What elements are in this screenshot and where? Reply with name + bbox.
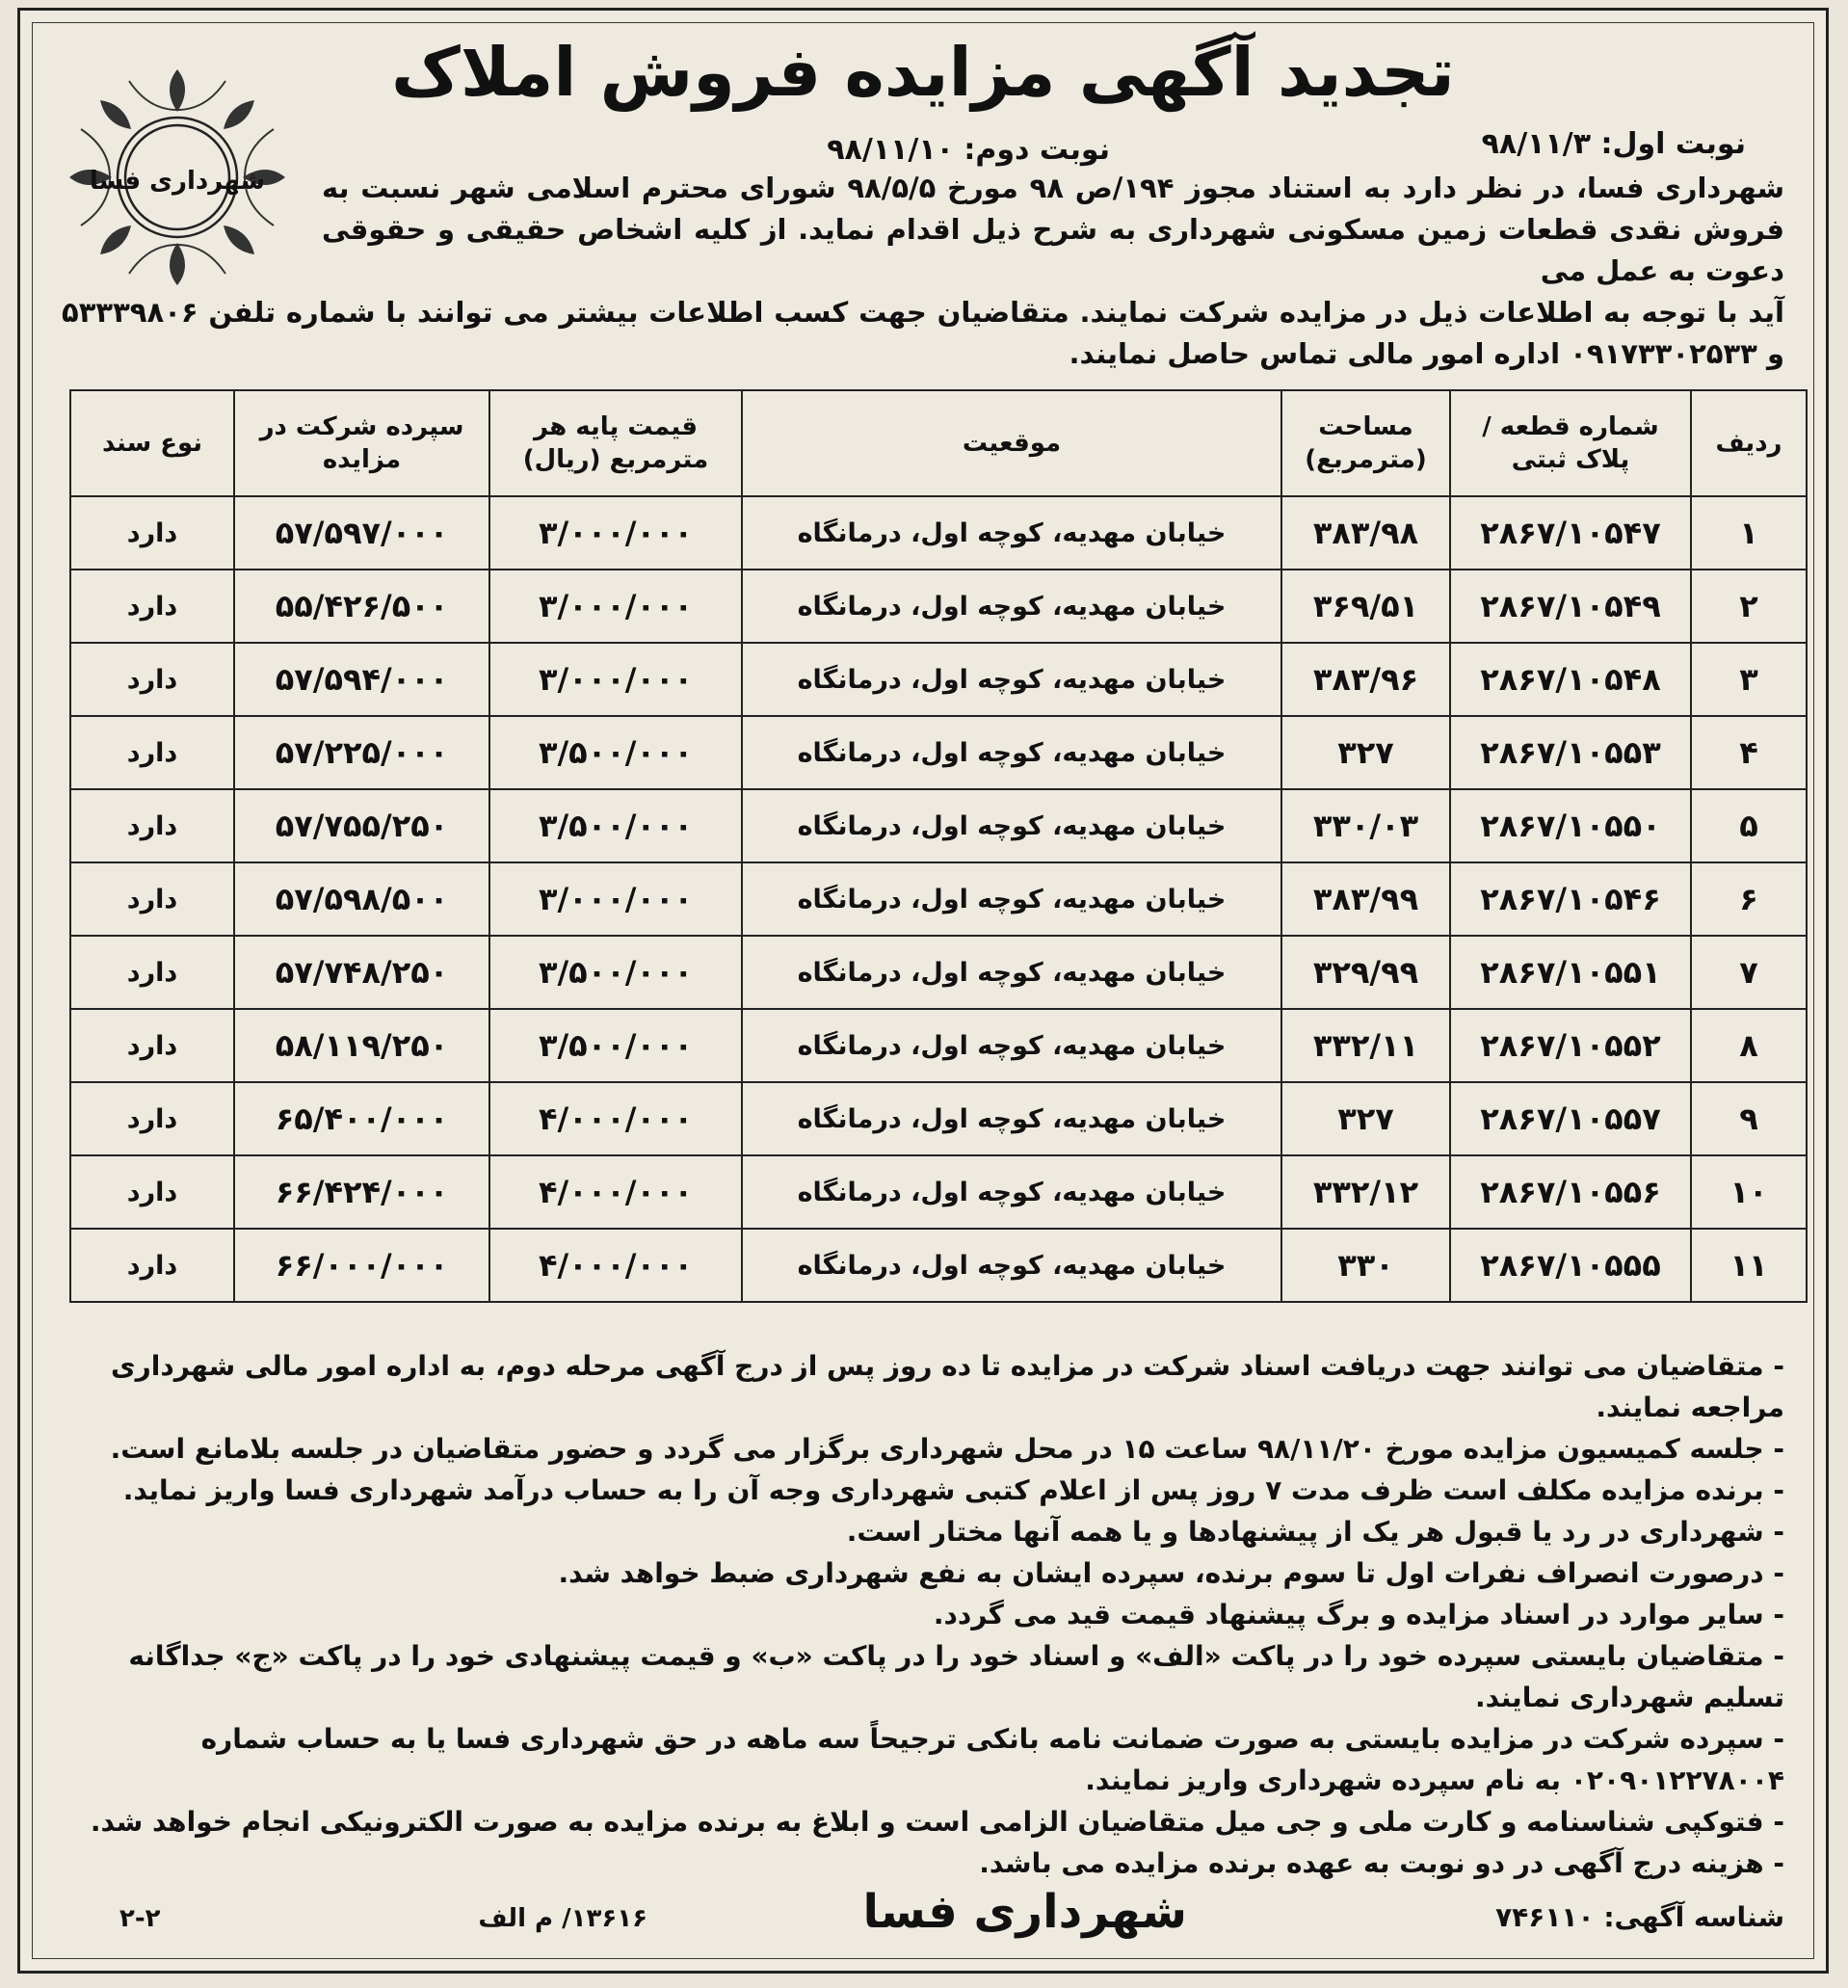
table-cell: ۶ [1691, 862, 1807, 936]
condition-item: - شهرداری در رد یا قبول هر یک از پیشنهادها و یا همه آنها مختار است. [846, 1516, 1784, 1548]
table-cell: دارد [70, 1082, 234, 1155]
table-row [70, 1229, 1807, 1302]
table-cell: خیابان مهدیه، کوچه اول، درمانگاه [742, 570, 1281, 643]
table-cell: خیابان مهدیه، کوچه اول، درمانگاه [742, 716, 1281, 789]
table-cell: ۳۶۹/۵۱ [1281, 570, 1450, 643]
table-cell: ۴/۰۰۰/۰۰۰ [489, 1155, 742, 1229]
table-header-row [70, 390, 1807, 496]
table-cell: ۵۷/۲۲۵/۰۰۰ [234, 716, 489, 789]
table-cell: ۲۸۶۷/۱۰۵۴۸ [1450, 643, 1691, 716]
table-cell: ۲۸۶۷/۱۰۵۴۶ [1450, 862, 1691, 936]
table-cell: ۲۸۶۷/۱۰۵۵۷ [1450, 1082, 1691, 1155]
ad-code: ۱۳۶۱۶/ م الف [478, 1904, 647, 1933]
table-cell: خیابان مهدیه، کوچه اول، درمانگاه [742, 1155, 1281, 1229]
table-cell: ۲۸۶۷/۱۰۵۵۱ [1450, 936, 1691, 1009]
table-row [70, 862, 1807, 936]
table-cell: ۵۷/۵۹۴/۰۰۰ [234, 643, 489, 716]
table-cell: ۳۸۳/۹۸ [1281, 496, 1450, 570]
column-header: قیمت پایه هر مترمربع (ریال) [489, 390, 742, 496]
intro-paragraph: شهرداری فسا، در نظر دارد به استناد مجوز ۱۹۴/ص ۹۸ مورخ ۹۸/۵/۵ شورای محترم اسلامی شهر نسبت به فروش نقدی قطعات زمین مسکونی شهرداری به شرح ذیل اقدام نماید. از کلیه اشخاص حقیقی و حقوقی دعوت به عمل می [322, 172, 1784, 287]
table-cell: ۳۳۲/۱۱ [1281, 1009, 1450, 1082]
table-cell: ۵۷/۷۵۵/۲۵۰ [234, 789, 489, 862]
table-cell: ۳۲۹/۹۹ [1281, 936, 1450, 1009]
table-row [70, 570, 1807, 643]
table-cell: خیابان مهدیه، کوچه اول، درمانگاه [742, 789, 1281, 862]
condition-item: - درصورت انصراف نفرات اول تا سوم برنده، سپرده ایشان به نفع شهرداری ضبط خواهد شد. [558, 1557, 1784, 1589]
table-row [70, 1155, 1807, 1229]
conditions-list [62, 1345, 1784, 1884]
table-cell: خیابان مهدیه، کوچه اول، درمانگاه [742, 1082, 1281, 1155]
table-cell: ۵ [1691, 789, 1807, 862]
column-header: موقعیت [742, 390, 1281, 496]
table-cell: ۵۷/۵۹۷/۰۰۰ [234, 496, 489, 570]
table-cell: ۲۸۶۷/۱۰۵۵۶ [1450, 1155, 1691, 1229]
table-cell: خیابان مهدیه، کوچه اول، درمانگاه [742, 936, 1281, 1009]
page-frame [32, 22, 1814, 1959]
ad-id: شناسه آگهی: ۷۴۶۱۱۰ [1495, 1901, 1784, 1933]
table-cell: ۳۲۷ [1281, 716, 1450, 789]
table-cell: دارد [70, 643, 234, 716]
table-cell: دارد [70, 1155, 234, 1229]
table-cell: ۳/۵۰۰/۰۰۰ [489, 1009, 742, 1082]
table-cell: ۱ [1691, 496, 1807, 570]
table-cell: ۲۸۶۷/۱۰۵۵۵ [1450, 1229, 1691, 1302]
table-cell: ۳۸۳/۹۹ [1281, 862, 1450, 936]
municipality-logo-icon [62, 62, 293, 293]
table-cell: ۹ [1691, 1082, 1807, 1155]
table-cell: ۳/۰۰۰/۰۰۰ [489, 862, 742, 936]
table-cell: ۳/۵۰۰/۰۰۰ [489, 789, 742, 862]
intro-paragraph-continued: آید با توجه به اطلاعات ذیل در مزایده شرکت نمایند. متقاضیان جهت کسب اطلاعات بیشتر می توانند با شماره تلفن ۵۳۳۳۹۸۰۶ و ۰۹۱۷۳۳۰۲۵۳۳ اداره امور مالی تماس حاصل نمایند. [62, 296, 1784, 370]
first-publication-date: نوبت اول: ۹۸/۱۱/۳ [1481, 127, 1746, 161]
table-cell: ۳۳۰/۰۳ [1281, 789, 1450, 862]
table-row [70, 1009, 1807, 1082]
table-cell: ۶۶/۰۰۰/۰۰۰ [234, 1229, 489, 1302]
ad-title: تجدید آگهی مزایده فروش املاک [391, 33, 1455, 112]
table-cell: ۳۳۲/۱۲ [1281, 1155, 1450, 1229]
table-cell: دارد [70, 716, 234, 789]
table-cell: خیابان مهدیه، کوچه اول، درمانگاه [742, 496, 1281, 570]
table-cell: خیابان مهدیه، کوچه اول، درمانگاه [742, 643, 1281, 716]
condition-item: - فتوکپی شناسنامه و کارت ملی و جی میل متقاضیان الزامی است و ابلاغ به برنده مزایده به صورت الکترونیکی انجام خواهد شد. [90, 1806, 1784, 1838]
table-cell: ۳/۰۰۰/۰۰۰ [489, 496, 742, 570]
table-cell: ۲۸۶۷/۱۰۵۴۹ [1450, 570, 1691, 643]
condition-item: - متقاضیان می توانند جهت دریافت اسناد شرکت در مزایده تا ده روز پس از درج آگهی مرحله دوم، به اداره امور مالی شهرداری مراجعه نمایند. [111, 1350, 1784, 1423]
table-cell: ۳/۵۰۰/۰۰۰ [489, 716, 742, 789]
table-cell: خیابان مهدیه، کوچه اول، درمانگاه [742, 1229, 1281, 1302]
table-cell: دارد [70, 936, 234, 1009]
table-cell: ۱۰ [1691, 1155, 1807, 1229]
advertisement-page [17, 8, 1829, 1974]
table-cell: ۲۸۶۷/۱۰۵۵۰ [1450, 789, 1691, 862]
column-header: مساحت (مترمربع) [1281, 390, 1450, 496]
table-cell: ۵۷/۵۹۸/۵۰۰ [234, 862, 489, 936]
table-cell: ۴ [1691, 716, 1807, 789]
column-header: نوع سند [70, 390, 234, 496]
table-row [70, 936, 1807, 1009]
table-cell: ۵۵/۴۲۶/۵۰۰ [234, 570, 489, 643]
properties-table [69, 389, 1808, 1303]
table-cell: ۳۲۷ [1281, 1082, 1450, 1155]
table-cell: ۶۶/۴۲۴/۰۰۰ [234, 1155, 489, 1229]
table-cell: ۳۳۰ [1281, 1229, 1450, 1302]
table-cell: ۷ [1691, 936, 1807, 1009]
table-row [70, 789, 1807, 862]
table-cell: ۴/۰۰۰/۰۰۰ [489, 1082, 742, 1155]
table-cell: ۳/۵۰۰/۰۰۰ [489, 936, 742, 1009]
footer [62, 1881, 1784, 1939]
table-row [70, 496, 1807, 570]
table-cell: دارد [70, 862, 234, 936]
table-cell: دارد [70, 1229, 234, 1302]
page-number: ۲-۲ [119, 1904, 161, 1933]
column-header: شماره قطعه / پلاک ثبتی [1450, 390, 1691, 496]
signature: شهرداری فسا [862, 1885, 1187, 1939]
table-cell: دارد [70, 1009, 234, 1082]
condition-item: - برنده مزایده مکلف است ظرف مدت ۷ روز پس از اعلام کتبی شهرداری وجه آن را به حساب درآمد شهرداری فسا واریز نماید. [122, 1474, 1784, 1506]
table-cell: ۵۷/۷۴۸/۲۵۰ [234, 936, 489, 1009]
table-cell: ۳ [1691, 643, 1807, 716]
table-cell: ۸ [1691, 1009, 1807, 1082]
condition-item: - متقاضیان بایستی سپرده خود را در پاکت «الف» و اسناد خود را در پاکت «ب» و قیمت پیشنهادی خود را در پاکت «ج» جداگانه تسلیم شهرداری نمایند. [128, 1640, 1784, 1713]
condition-item: - جلسه کمیسیون مزایده مورخ ۹۸/۱۱/۲۰ ساعت ۱۵ در محل شهرداری برگزار می گردد و حضور متقاضیان در جلسه بلامانع است. [110, 1433, 1784, 1465]
table-cell: ۳/۰۰۰/۰۰۰ [489, 570, 742, 643]
table-cell: دارد [70, 789, 234, 862]
table-cell: دارد [70, 496, 234, 570]
table-cell: ۲۸۶۷/۱۰۵۴۷ [1450, 496, 1691, 570]
table-row [70, 716, 1807, 789]
table-row [70, 1082, 1807, 1155]
condition-item: - هزینه درج آگهی در دو نوبت به عهده برنده مزایده می باشد. [979, 1847, 1784, 1879]
column-header: ردیف [1691, 390, 1807, 496]
table-cell: ۴/۰۰۰/۰۰۰ [489, 1229, 742, 1302]
table-cell: ۲۸۶۷/۱۰۵۵۳ [1450, 716, 1691, 789]
table-cell: خیابان مهدیه، کوچه اول، درمانگاه [742, 1009, 1281, 1082]
table-cell: ۳۸۳/۹۶ [1281, 643, 1450, 716]
table-row [70, 643, 1807, 716]
table-cell: ۵۸/۱۱۹/۲۵۰ [234, 1009, 489, 1082]
second-publication-date: نوبت دوم: ۹۸/۱۱/۱۰ [827, 133, 1110, 167]
column-header: سپرده شرکت در مزایده [234, 390, 489, 496]
table-cell: ۶۵/۴۰۰/۰۰۰ [234, 1082, 489, 1155]
table-cell: ۲۸۶۷/۱۰۵۵۲ [1450, 1009, 1691, 1082]
svg-text:شهرداری فسا: شهرداری فسا [89, 167, 266, 196]
condition-item: - سایر موارد در اسناد مزایده و برگ پیشنهاد قیمت قید می گردد. [933, 1599, 1784, 1630]
condition-item: - سپرده شرکت در مزایده بایستی به صورت ضمانت نامه بانکی ترجیحاً سه ماهه در حق شهرداری فسا یا به حساب شماره ۰۲۰۹۰۱۲۲۷۸۰۰۴ به نام سپرده شهرداری واریز نمایند. [200, 1723, 1784, 1796]
table-cell: دارد [70, 570, 234, 643]
table-cell: خیابان مهدیه، کوچه اول، درمانگاه [742, 862, 1281, 936]
table-cell: ۳/۰۰۰/۰۰۰ [489, 643, 742, 716]
table-cell: ۱۱ [1691, 1229, 1807, 1302]
table-cell: ۲ [1691, 570, 1807, 643]
